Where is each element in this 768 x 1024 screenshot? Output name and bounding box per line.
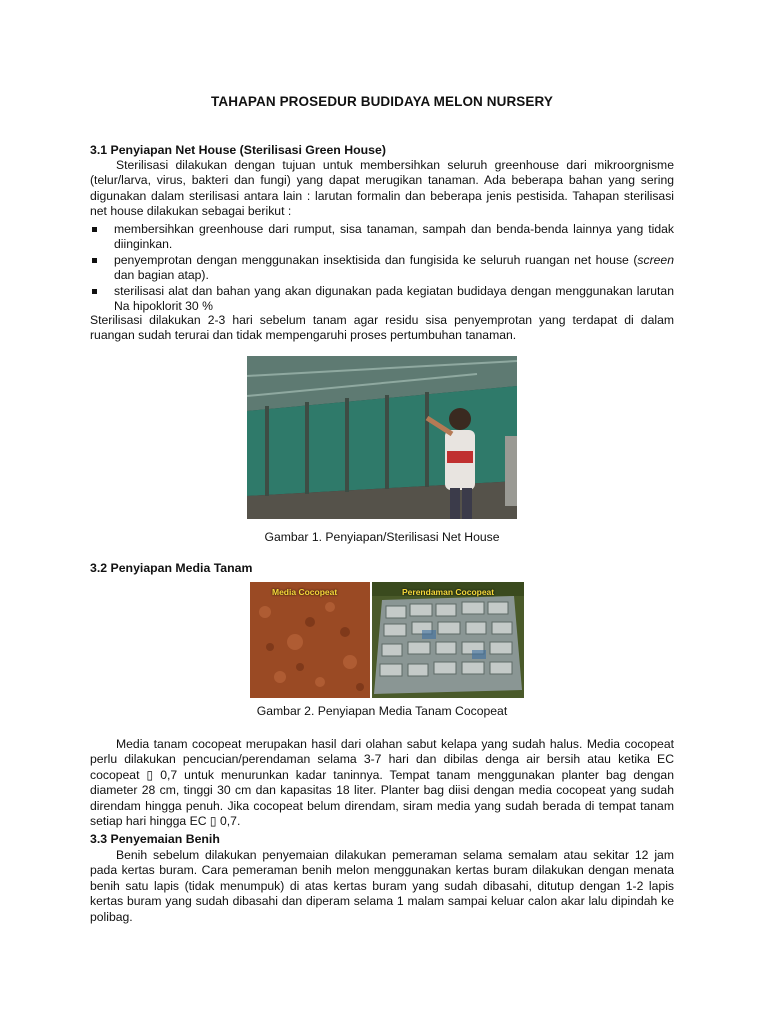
bullet-icon [92, 289, 97, 294]
section-1-intro: Sterilisasi dilakukan dengan tujuan untuk membersihkan seluruh greenhouse dari mikroorgnisme (telur/larva, virus, bakteri dan fungi) yang dapat merugikan tanaman. Ada beberapa bahan yang sering digunakan dalam sterilisasi antara lain : larutan formalin dan beberapa jenis pestisida. Tahapan sterilisasi net house dilakukan sebagai berikut : [90, 158, 674, 219]
section-2-paragraph: Media tanam cocopeat merupakan hasil dari olahan sabut kelapa yang sudah halus. Media cocopeat perlu dilakukan pencucian/perendaman selama 3-7 hari dan dibilas denga air bersih atau ketika EC cocopeat ▯ 0,7 untuk menurunkan kadar taninnya. Tempat tanam menggunakan planter bag dengan diameter 28 cm, tinggi 30 cm dan kapasitas 18 liter. Planter bag diisi dengan media cocopeat yang sudah direndam hingga penuh. Jika cocopeat belum direndam, siram media yang sudah berada di tempat tanam setiap hari hingga EC ▯ 0,7. [90, 737, 674, 829]
bullet-icon [92, 258, 97, 263]
section-2-heading: 3.2 Penyiapan Media Tanam [90, 561, 253, 575]
list-item: membersihkan greenhouse dari rumput, sisa tanaman, sampah dan benda-benda lainnya yang tidak diinginkan. [90, 222, 674, 253]
media-cocopeat-label: Media Cocopeat [272, 587, 338, 597]
media-cocopeat-photo [250, 582, 370, 698]
list-item: sterilisasi alat dan bahan yang akan digunakan pada kegiatan budidaya dengan menggunakan larutan Na hipoklorit 30 % [90, 284, 674, 315]
perendaman-cocopeat-photo [372, 582, 524, 698]
document-title: TAHAPAN PROSEDUR BUDIDAYA MELON NURSERY [211, 94, 553, 109]
list-item: penyemprotan dengan menggunakan insektisida dan fungisida ke seluruh ruangan net house (screen dan bagian atap). [90, 253, 674, 284]
section-1-heading: 3.1 Penyiapan Net House (Sterilisasi Green House) [90, 143, 386, 157]
figure-1-caption: Gambar 1. Penyiapan/Sterilisasi Net House [264, 530, 500, 544]
net-house-photo [247, 356, 517, 519]
figure-2-caption: Gambar 2. Penyiapan Media Tanam Cocopeat [256, 704, 508, 718]
perendaman-cocopeat-label: Perendaman Cocopeat [402, 587, 495, 597]
sterilization-steps-list [90, 222, 674, 314]
bullet-icon [92, 227, 97, 232]
section-3-paragraph: Benih sebelum dilakukan penyemaian dilakukan pemeraman selama semalam atau sekitar 12 jam pada kertas buram. Cara pemeraman benih melon menggunakan kertas buram dilakukan dengan menata benih satu lapis (tidak menumpuk) di atas kertas buram yang sudah dibasahi, ditutup dengan 1-2 lapis kertas buram yang sudah dibasahi dan diperam selama 1 malam sampai keluar calon akar lalu dipindah ke polibag. [90, 848, 674, 924]
section-1-closing: Sterilisasi dilakukan 2-3 hari sebelum tanam agar residu sisa penyemprotan yang terdapat di dalam ruangan sudah terurai dan tidak mempengaruhi proses pertumbuhan tanaman. [90, 313, 674, 343]
section-3-heading: 3.3 Penyemaian Benih [90, 832, 220, 846]
